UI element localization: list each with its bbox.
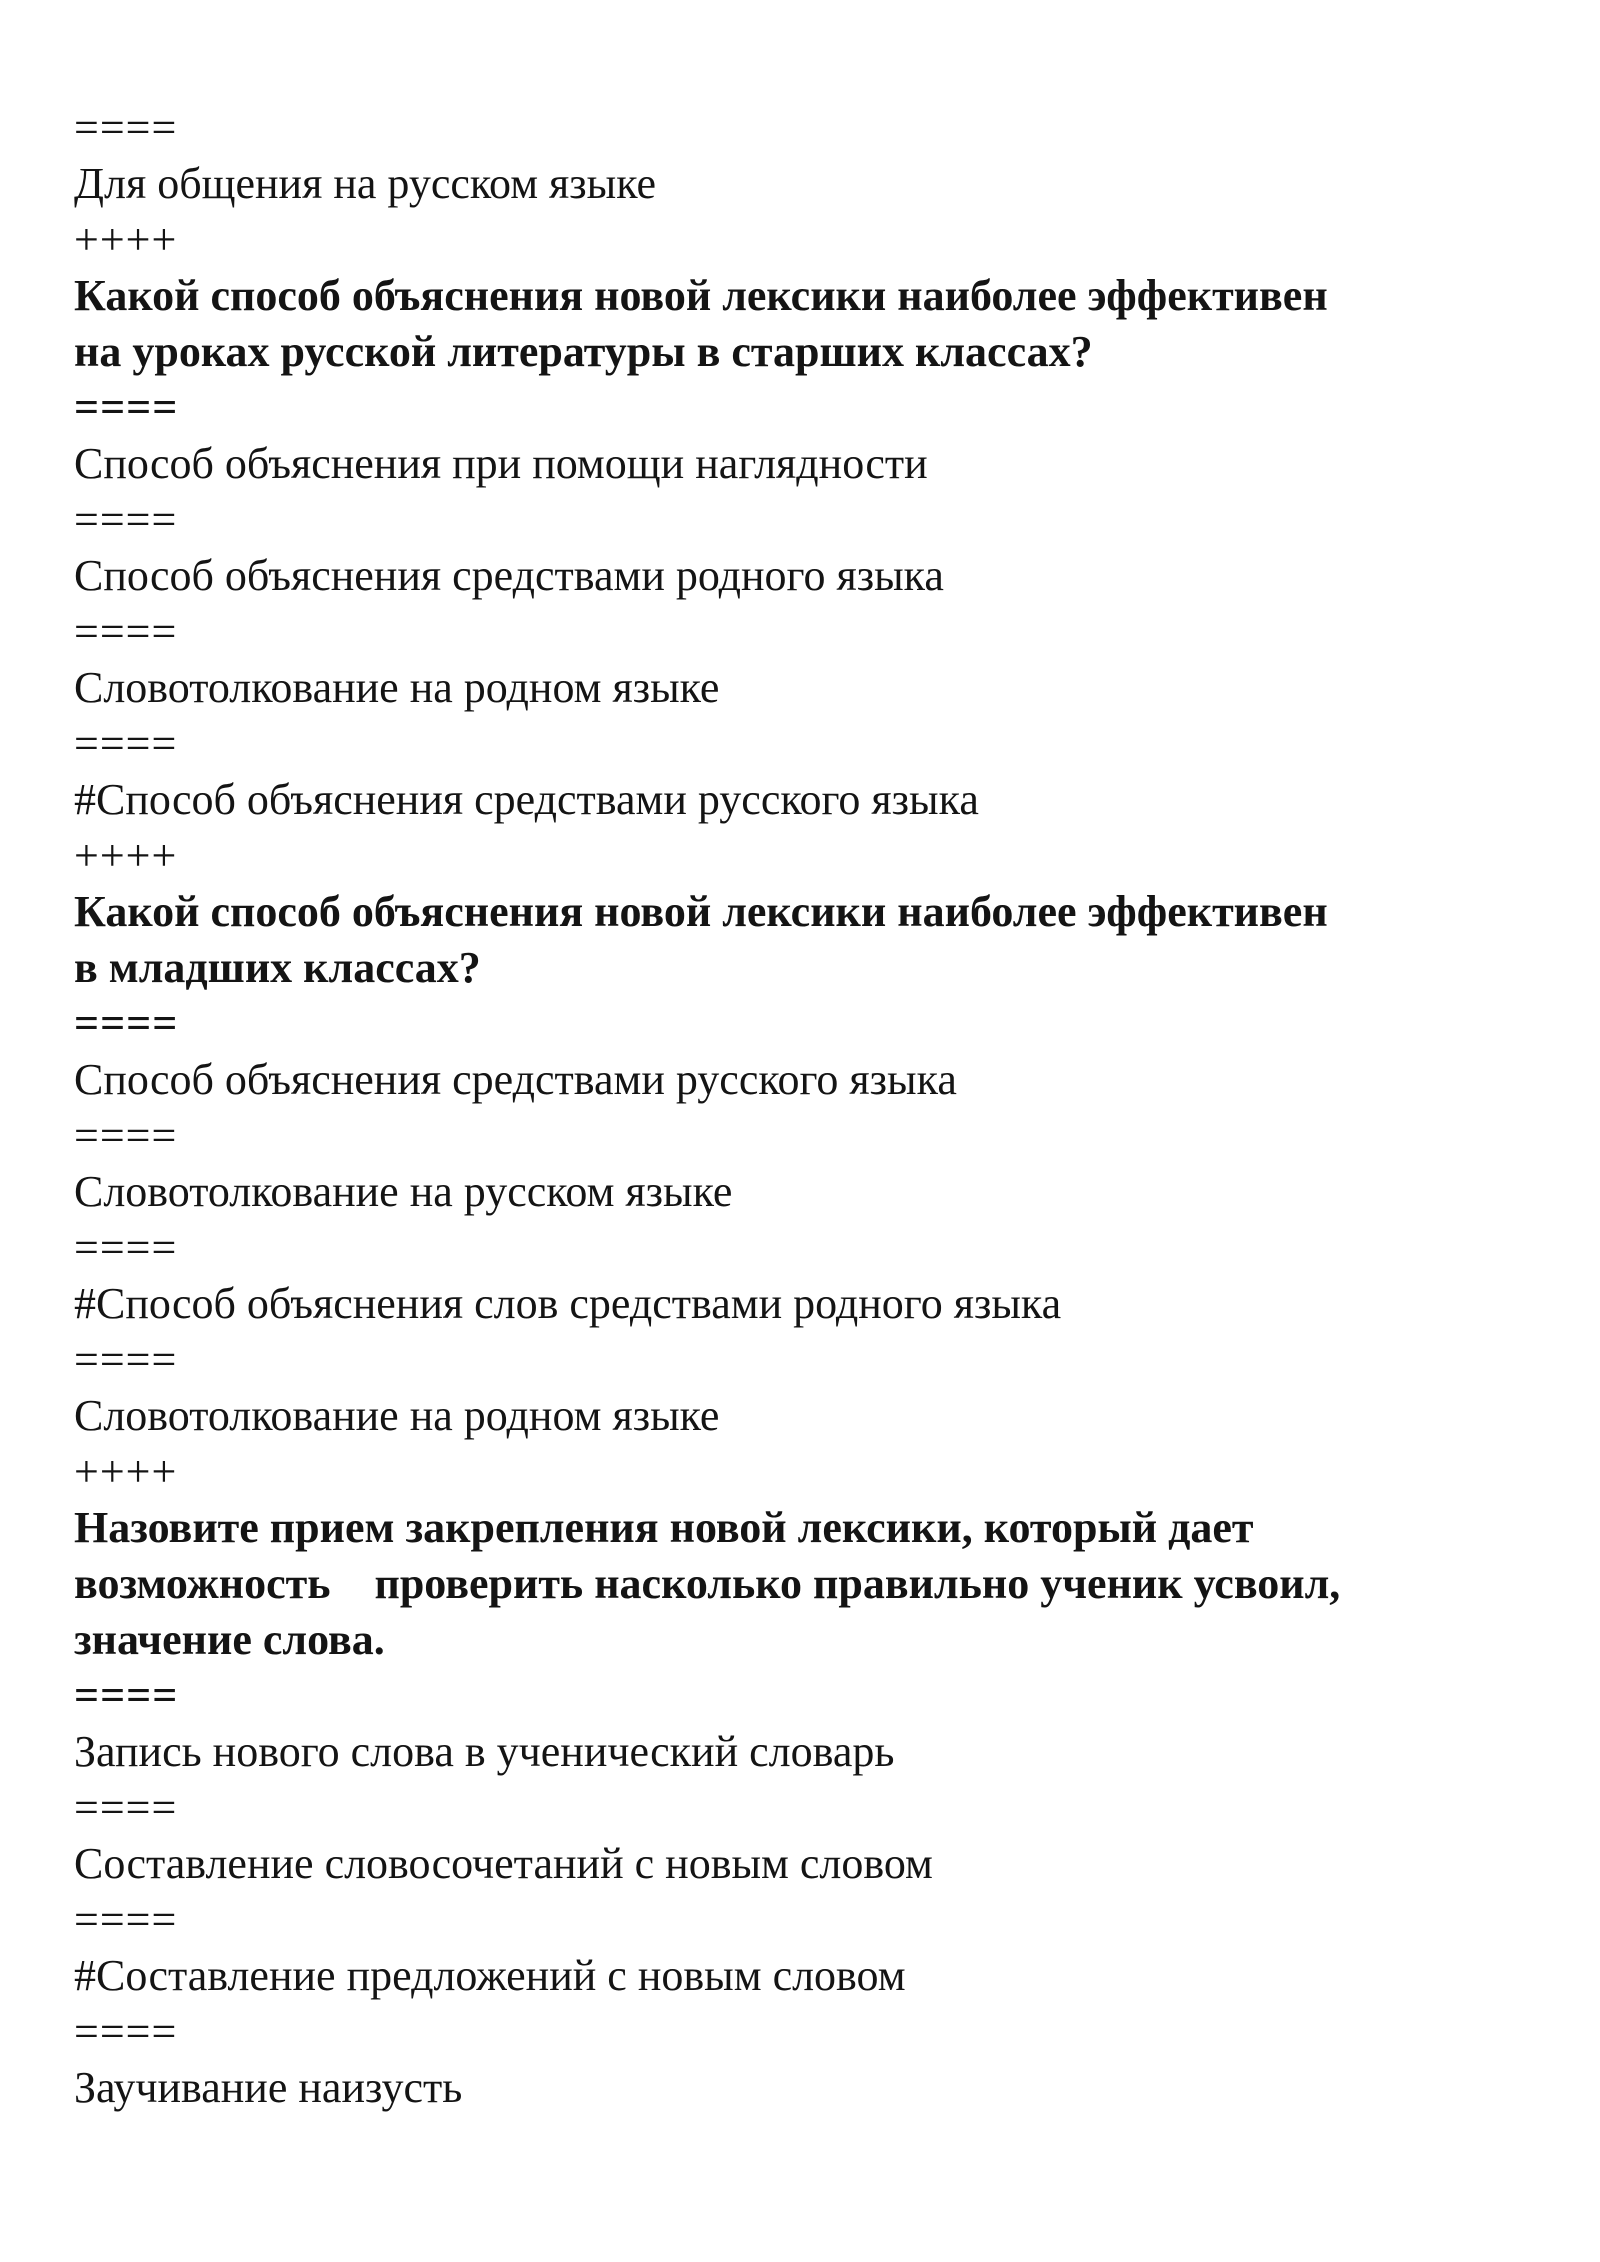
answer-option: Словотолкование на русском языке [74,1167,733,1216]
answer-separator: ==== [74,495,178,544]
answer-separator: ==== [74,999,179,1048]
answer-separator: ==== [74,2007,178,2056]
question-separator: ++++ [74,1447,178,1496]
answer-separator: ==== [74,383,179,432]
answer-option: Запись нового слова в ученический словарь [74,1727,895,1776]
answer-separator: ==== [74,1671,179,1720]
answer-option: Способ объяснения при помощи наглядности [74,439,928,488]
correct-answer-option: #Способ объяснения средствами русского языка [74,775,979,824]
answer-separator: ==== [74,1223,178,1272]
document-body [74,100,1514,2116]
answer-separator: ==== [74,1111,178,1160]
answer-separator: ==== [74,607,178,656]
correct-answer-option: #Способ объяснения слов средствами родного языка [74,1279,1062,1328]
answer-option: Для общения на русском языке [74,159,657,208]
answer-separator: ==== [74,1783,178,1832]
answer-option: Составление словосочетаний с новым словом [74,1839,933,1888]
question-separator: ++++ [74,831,178,880]
question-separator: ++++ [74,215,178,264]
answer-option: Заучивание наизусть [74,2063,463,2112]
question-text: Какой способ объяснения новой лексики наиболее эффективен на уроках русской литературы в старших классах? [74,271,1328,376]
question-text: Назовите прием закрепления новой лексики, который дает возможность проверить насколько правильно ученик усвоил, значение слова. [74,1503,1341,1664]
answer-separator: ==== [74,103,178,152]
answer-option: Способ объяснения средствами родного языка [74,551,944,600]
question-text: Какой способ объяснения новой лексики наиболее эффективен в младших классах? [74,887,1328,992]
answer-separator: ==== [74,719,178,768]
answer-separator: ==== [74,1895,178,1944]
answer-option: Словотолкование на родном языке [74,663,720,712]
correct-answer-option: #Составление предложений с новым словом [74,1951,906,2000]
answer-option: Словотолкование на родном языке [74,1391,720,1440]
answer-separator: ==== [74,1335,178,1384]
answer-option: Способ объяснения средствами русского языка [74,1055,957,1104]
